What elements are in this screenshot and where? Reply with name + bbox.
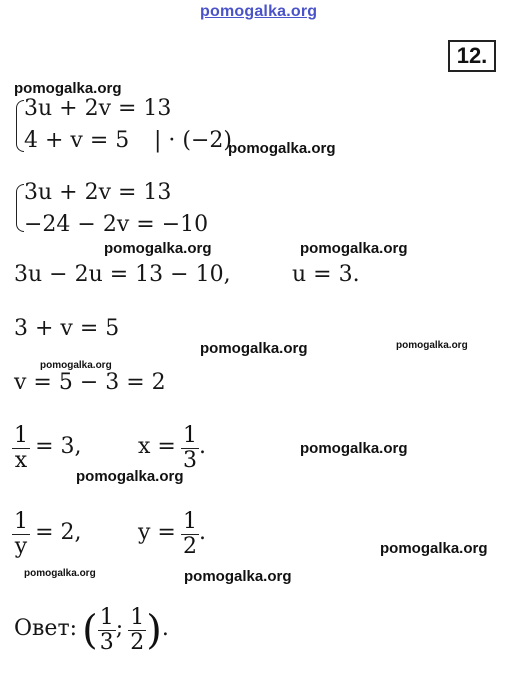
step-subtract: 3u − 2u = 13 − 10, xyxy=(14,262,231,287)
fraction-denominator: 3 xyxy=(182,448,197,473)
system1-eq2: 4 + v = 5 xyxy=(24,128,130,153)
step-u-result: u = 3. xyxy=(292,262,360,287)
period: . xyxy=(198,434,206,459)
problem-number: 12. xyxy=(448,40,496,72)
x-eq-value: = 3, xyxy=(35,434,82,459)
watermark: pomogalka.org xyxy=(300,240,408,257)
watermark: pomogalka.org xyxy=(200,340,308,357)
watermark: pomogalka.org xyxy=(184,568,292,585)
fraction-denominator: 3 xyxy=(99,630,114,655)
system-brace xyxy=(16,184,24,232)
watermark: pomogalka.org xyxy=(300,440,408,457)
system1-multiplier: | · (−2) xyxy=(154,128,232,153)
fraction-numerator: 1 xyxy=(182,509,197,534)
watermark: pomogalka.org xyxy=(76,468,184,485)
fraction-denominator: y xyxy=(12,534,30,559)
watermark: pomogalka.org xyxy=(14,80,122,97)
fraction-numerator: 1 xyxy=(130,605,145,630)
step-v-result: v = 5 − 3 = 2 xyxy=(14,370,166,395)
x-result xyxy=(138,424,206,473)
fraction-numerator: 1 xyxy=(14,509,28,534)
system2-eq2: −24 − 2v = −10 xyxy=(24,212,209,237)
y-equation xyxy=(12,510,82,559)
fraction-numerator: 1 xyxy=(99,605,114,630)
watermark: pomogalka.org xyxy=(396,340,468,351)
y-lhs: y = xyxy=(138,520,176,545)
y-result xyxy=(138,510,206,559)
separator: ; xyxy=(115,616,124,641)
period: . xyxy=(161,616,169,641)
x-equation xyxy=(12,424,82,473)
system2-eq1: 3u + 2v = 13 xyxy=(24,180,172,205)
fraction-denominator: x xyxy=(12,448,30,473)
system-brace xyxy=(16,100,24,152)
watermark: pomogalka.org xyxy=(380,540,488,557)
watermark: pomogalka.org xyxy=(40,360,112,371)
watermark: pomogalka.org xyxy=(228,140,336,157)
fraction-denominator: 2 xyxy=(182,534,197,559)
watermark: pomogalka.org xyxy=(104,240,212,257)
watermark: pomogalka.org xyxy=(24,568,96,579)
x-lhs: x = xyxy=(138,434,176,459)
fraction-denominator: 2 xyxy=(130,630,145,655)
close-paren: ) xyxy=(146,607,162,654)
step-substitute-v: 3 + v = 5 xyxy=(14,316,120,341)
answer-label: Овет: xyxy=(14,616,78,641)
system1-eq1: 3u + 2v = 13 xyxy=(24,96,172,121)
open-paren: ( xyxy=(82,607,98,654)
watermark-header: pomogalka.org xyxy=(200,3,318,20)
answer xyxy=(14,606,169,655)
y-eq-value: = 2, xyxy=(35,520,82,545)
fraction-numerator: 1 xyxy=(14,423,28,448)
period: . xyxy=(198,520,206,545)
fraction-numerator: 1 xyxy=(182,423,197,448)
